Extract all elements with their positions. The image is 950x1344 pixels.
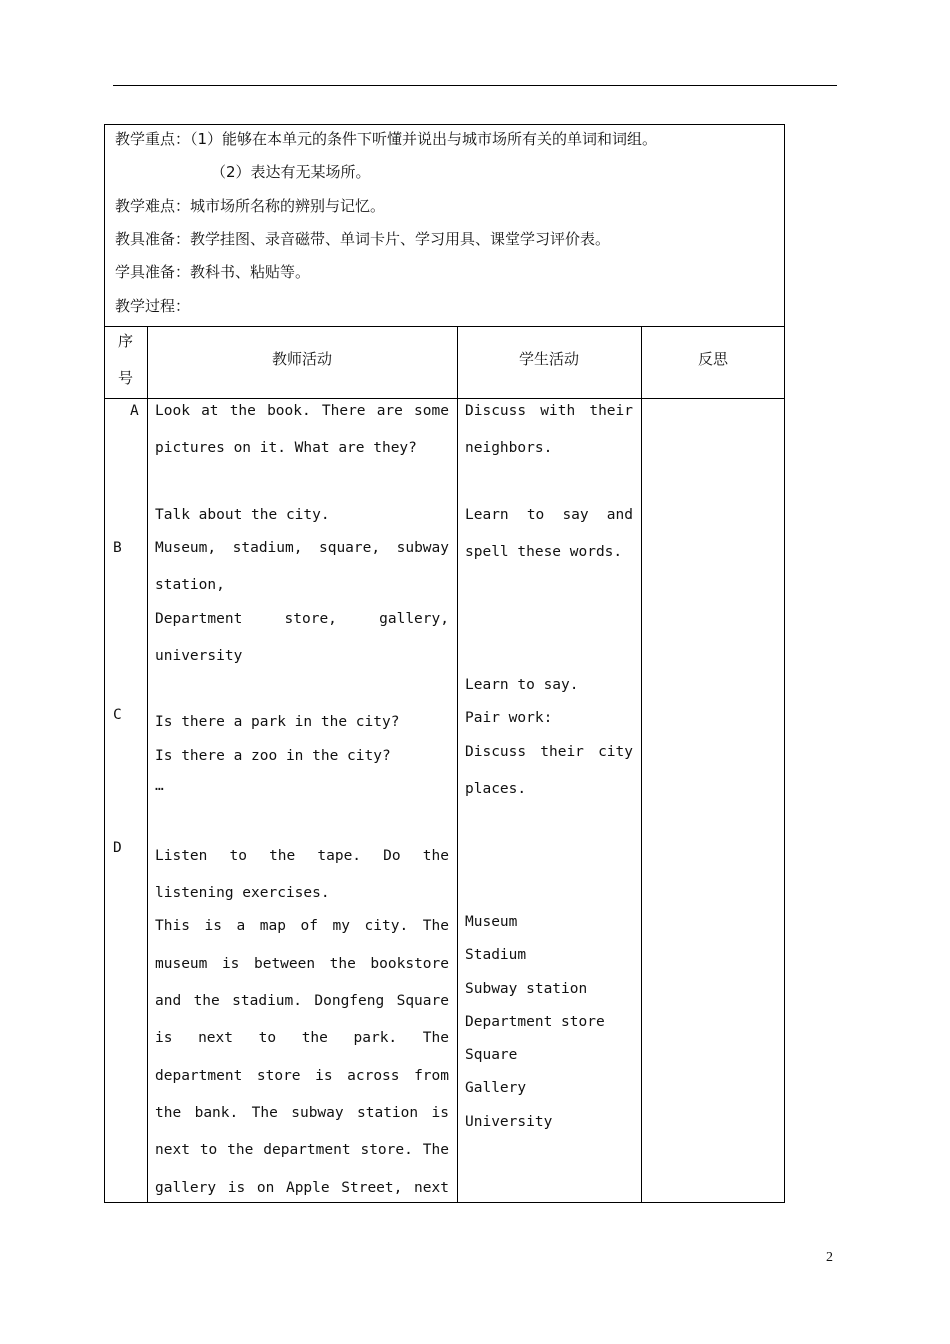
word: with xyxy=(540,403,576,419)
header-student: 学生活动 xyxy=(518,350,579,368)
word: is xyxy=(155,1030,173,1046)
student-line: Museum xyxy=(465,914,518,930)
word: on xyxy=(256,1180,275,1196)
teacher-line xyxy=(155,1105,449,1121)
word: to xyxy=(199,1142,218,1158)
word: the xyxy=(329,956,356,972)
word: is xyxy=(315,1068,333,1084)
word: subway xyxy=(396,540,449,556)
student-aids: 学具准备：教科书、粘贴等。 xyxy=(115,263,311,281)
teacher-line: Talk about the city. xyxy=(155,507,330,523)
teacher-line xyxy=(155,540,449,556)
student-line: Learn to say. xyxy=(465,677,579,693)
word: gallery, xyxy=(379,611,449,627)
word: to xyxy=(229,848,247,864)
word: the xyxy=(193,993,220,1009)
word: Museum, xyxy=(155,540,217,556)
word: next xyxy=(414,1180,449,1196)
student-line: University xyxy=(465,1114,553,1130)
student-line xyxy=(465,744,633,760)
word: the xyxy=(227,1142,254,1158)
word: The xyxy=(422,1030,449,1046)
word: my xyxy=(332,918,350,934)
word: store. xyxy=(360,1142,413,1158)
word: city. xyxy=(364,918,409,934)
word: Look xyxy=(155,403,190,419)
teacher-line xyxy=(155,1068,449,1084)
word: to xyxy=(526,507,545,523)
word: bookstore xyxy=(370,956,449,972)
word: book. xyxy=(267,403,311,419)
word: tape. xyxy=(317,848,362,864)
word: at xyxy=(201,403,219,419)
word: Listen xyxy=(155,848,208,864)
teacher-line xyxy=(155,611,449,627)
page-number: 2 xyxy=(826,1250,833,1265)
word: their xyxy=(540,744,584,760)
marker-c: C xyxy=(113,707,122,723)
word: city xyxy=(598,744,633,760)
word: across xyxy=(347,1068,400,1084)
word: next xyxy=(198,1030,233,1046)
teacher-line xyxy=(155,918,449,934)
word: park. xyxy=(353,1030,398,1046)
key-points-2: （2）表达有无某场所。 xyxy=(211,163,371,181)
word: Street, xyxy=(341,1180,403,1196)
word: of xyxy=(300,918,318,934)
column-divider-seq xyxy=(147,326,148,1203)
word: between xyxy=(253,956,316,972)
student-line: places. xyxy=(465,781,527,797)
word: museum xyxy=(155,956,208,972)
student-line xyxy=(465,507,633,523)
word: Dongfeng xyxy=(314,993,385,1009)
word: store, xyxy=(284,611,337,627)
column-divider-teacher xyxy=(457,326,458,1203)
word: Learn xyxy=(465,507,509,523)
table-divider-info xyxy=(104,326,785,327)
teacher-line: listening exercises. xyxy=(155,885,330,901)
word: and xyxy=(606,507,633,523)
student-line: neighbors. xyxy=(465,440,553,456)
word: the xyxy=(155,1105,182,1121)
word: Discuss xyxy=(465,403,527,419)
key-points-1: 教学重点：（1）能够在本单元的条件下听懂并说出与城市场所有关的单词和词组。 xyxy=(115,130,658,148)
word: stadium, xyxy=(232,540,303,556)
student-line: Gallery xyxy=(465,1080,527,1096)
word: their xyxy=(589,403,633,419)
teacher-line: pictures on it. What are they? xyxy=(155,440,417,456)
student-line: Subway station xyxy=(465,981,588,997)
word: is xyxy=(431,1105,449,1121)
teacher-line xyxy=(155,848,449,864)
word: Department xyxy=(155,611,243,627)
teacher-line: station, xyxy=(155,577,225,593)
word: The xyxy=(422,918,449,934)
word: is xyxy=(227,1180,246,1196)
difficulty: 教学难点：城市场所名称的辨别与记忆。 xyxy=(115,197,386,215)
word: This xyxy=(155,918,190,934)
word: Apple xyxy=(285,1180,330,1196)
word: say xyxy=(562,507,589,523)
word: a xyxy=(236,918,246,934)
student-line: Square xyxy=(465,1047,518,1063)
student-line: spell these words. xyxy=(465,544,623,560)
header-reflection: 反思 xyxy=(697,350,728,368)
teacher-line: university xyxy=(155,648,243,664)
word: gallery xyxy=(155,1180,217,1196)
word: the xyxy=(422,848,449,864)
word: square, xyxy=(318,540,381,556)
word: the xyxy=(229,403,256,419)
header-teacher: 教师活动 xyxy=(271,350,332,368)
word: some xyxy=(414,403,449,419)
header-rule xyxy=(113,85,837,86)
word: store xyxy=(256,1068,301,1084)
word: to xyxy=(258,1030,277,1046)
marker-a: A xyxy=(130,403,139,419)
word: the xyxy=(301,1030,328,1046)
word: are xyxy=(376,403,403,419)
student-line: Pair work: xyxy=(465,710,553,726)
word: The xyxy=(422,1142,449,1158)
teacher-line xyxy=(155,403,449,419)
word: is xyxy=(221,956,240,972)
word: The xyxy=(251,1105,278,1121)
word: next xyxy=(155,1142,190,1158)
marker-b: B xyxy=(113,540,122,556)
teacher-line: … xyxy=(155,778,164,794)
word: station xyxy=(357,1105,419,1121)
header-seq-2: 号 xyxy=(117,369,133,387)
teacher-line xyxy=(155,1030,449,1046)
teacher-line: Is there a park in the city? xyxy=(155,714,400,730)
word: the xyxy=(269,848,296,864)
teacher-line xyxy=(155,956,449,972)
word: map xyxy=(259,918,286,934)
word: from xyxy=(414,1068,449,1084)
word: department xyxy=(263,1142,351,1158)
table-divider-header xyxy=(104,398,785,399)
teaching-aids: 教具准备：教学挂图、录音磁带、单词卡片、学习用具、课堂学习评价表。 xyxy=(115,230,611,248)
word: Do xyxy=(383,848,401,864)
word: and xyxy=(155,993,182,1009)
word: There xyxy=(321,403,366,419)
word: bank. xyxy=(194,1105,239,1121)
word: stadium. xyxy=(232,993,302,1009)
student-line: Department store xyxy=(465,1014,605,1030)
student-line xyxy=(465,403,633,419)
teacher-line xyxy=(155,1180,449,1196)
word: is xyxy=(204,918,222,934)
word: department xyxy=(155,1068,243,1084)
word: Square xyxy=(396,993,449,1009)
student-line: Stadium xyxy=(465,947,527,963)
process-label: 教学过程： xyxy=(115,297,191,315)
header-seq-1: 序 xyxy=(117,332,133,350)
teacher-line: Is there a zoo in the city? xyxy=(155,748,391,764)
word: subway xyxy=(291,1105,344,1121)
teacher-line xyxy=(155,993,449,1009)
word: Discuss xyxy=(465,744,527,760)
teacher-line xyxy=(155,1142,449,1158)
marker-d: D xyxy=(113,840,122,856)
column-divider-student xyxy=(641,326,642,1203)
